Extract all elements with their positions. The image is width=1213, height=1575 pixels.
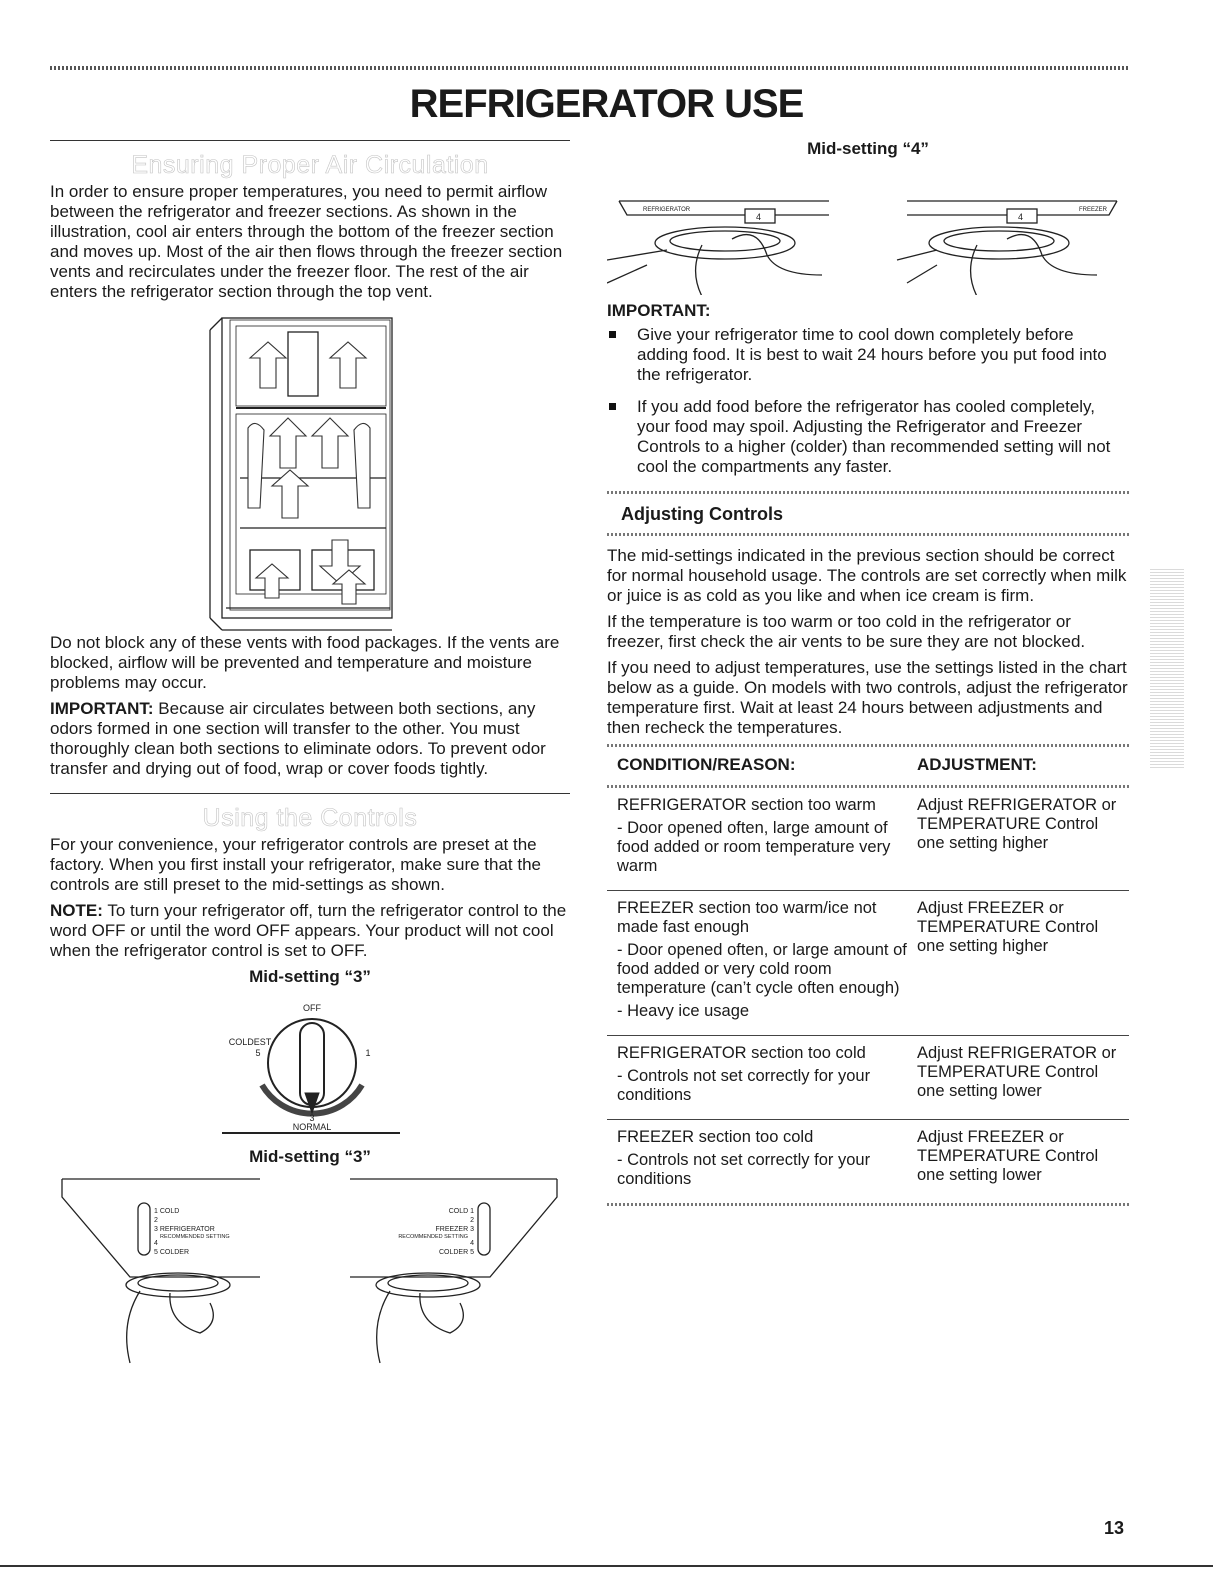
ctrl-left-value: 4 xyxy=(756,212,762,222)
dotted-rule xyxy=(607,533,1129,536)
note-text xyxy=(50,901,570,961)
dial-label-off: OFF xyxy=(303,1003,321,1013)
row-adjustment: Adjust FREEZER or TEMPERATURE Control one setting lower xyxy=(917,1128,1099,1184)
dial-label-3: 3 xyxy=(309,1113,315,1123)
row-issue: FREEZER section too cold xyxy=(617,1128,814,1146)
list-item: Give your refrigerator time to cool down completely before adding food. It is best to wait 24 hours before you put food into the refrigerator. xyxy=(607,325,1129,385)
slider-left-label-3: 3 REFRIGERATOR xyxy=(154,1226,215,1233)
row-issue: FREEZER section too warm/ice not made fast enough xyxy=(617,899,877,936)
adjusting-controls-heading: Adjusting Controls xyxy=(621,504,783,524)
note-body: To turn your refrigerator off, turn the refrigerator control to the word OFF or until the word OFF appears. Your product will not cool when the refrigerator control is set to OFF. xyxy=(50,901,567,960)
slider-left-label-recommended: RECOMMENDED SETTING xyxy=(160,1234,230,1240)
bottom-rule xyxy=(0,1565,1213,1567)
section-rule xyxy=(50,140,570,141)
slider-right-label-2: 2 xyxy=(470,1217,474,1224)
important-heading: IMPORTANT: xyxy=(607,301,711,320)
important-odors-text xyxy=(50,699,570,779)
row-issue: REFRIGERATOR section too warm xyxy=(617,796,876,814)
slider-controls-illustration xyxy=(50,1173,570,1373)
page-title: REFRIGERATOR USE xyxy=(409,82,804,126)
top-dotted-rule xyxy=(50,66,1128,70)
air-circulation-illustration xyxy=(50,308,570,633)
list-item: If you add food before the refrigerator has cooled completely, your food may spoil. Adjusting the Refrigerator and Freezer Controls to a higher (colder) than recommended setting will not cool the compartments any faster. xyxy=(607,397,1129,477)
slider-right-label-3: FREEZER 3 xyxy=(435,1226,474,1233)
slider-left-label-2: 2 xyxy=(154,1217,158,1224)
caption-dial-mid-setting: Mid-setting “3” xyxy=(249,967,371,986)
dotted-rule xyxy=(607,491,1129,494)
row-cause: - Controls not set correctly for your conditions xyxy=(617,1067,871,1104)
table-col-condition: CONDITION/REASON: xyxy=(617,755,796,774)
section-rule xyxy=(50,793,570,794)
caption-slider-mid-setting: Mid-setting “3” xyxy=(249,1147,371,1166)
row-cause-2: - Heavy ice usage xyxy=(617,1002,750,1020)
adjusting-p1: The mid-settings indicated in the previous section should be correct for normal household usage. The controls are set correctly when milk or juice is as cold as you like and when ice cream is firm. xyxy=(607,546,1127,605)
ctrl-right-label: FREEZER xyxy=(1078,207,1107,213)
note-label: NOTE: xyxy=(50,901,103,920)
dial-label-normal: NORMAL xyxy=(292,1122,332,1132)
section-heading-using-controls: Using the Controls xyxy=(202,804,418,832)
table-row xyxy=(607,1036,1129,1120)
air-circulation-intro: In order to ensure proper temperatures, you need to permit airflow between the refrigerator and freezer sections. As shown in the illustration, cool air enters through the bottom of the freezer section and moves up. Most of the air then flows through the freezer section vents and recirculates under the freezer floor. The rest of the air enters the refrigerator section through the top vent. xyxy=(50,182,563,301)
row-adjustment: Adjust REFRIGERATOR or TEMPERATURE Control one setting higher xyxy=(917,796,1117,852)
dial-control-illustration xyxy=(50,993,570,1135)
row-cause: - Door opened often, or large amount of food added or very cold room temperature (can’t cycle often enough) xyxy=(617,941,907,997)
table-row xyxy=(607,1120,1129,1203)
dial-label-coldest: COLDEST xyxy=(228,1037,272,1047)
adjusting-p2: If the temperature is too warm or too cold in the refrigerator or freezer, first check the air vents to be sure they are not blocked. xyxy=(607,612,1086,651)
adjusting-p3: If you need to adjust temperatures, use the settings listed in the chart below as a guide. On models with two controls, adjust the refrigerator temperature first. Wait at least 24 hours between adjustments and then recheck the temperatures. xyxy=(607,658,1128,737)
ctrl-left-label: REFRIGERATOR xyxy=(643,207,691,213)
slider-left-label-1: 1 COLD xyxy=(154,1208,180,1215)
block-vents-text: Do not block any of these vents with food packages. If the vents are blocked, airflow will be prevented and temperature and moisture problems may occur. xyxy=(50,633,560,692)
slider-right-label-recommended: RECOMMENDED SETTING xyxy=(398,1234,468,1240)
dial-label-1: 1 xyxy=(365,1048,371,1058)
table-row xyxy=(607,788,1129,891)
dotted-rule xyxy=(607,1203,1129,1206)
top-controls-illustration xyxy=(607,165,1129,295)
page-number: 13 xyxy=(1104,1518,1125,1538)
important-odors-body: Because air circulates between both sections, any odors formed in one section will transfer to the other. You must thoroughly clean both sections to eliminate odors. To prevent odor transfer and drying out of food, wrap or cover foods tightly. xyxy=(50,699,546,778)
slider-right-label-4: 4 xyxy=(470,1240,474,1247)
important-label: IMPORTANT: xyxy=(50,699,154,718)
using-controls-intro: For your convenience, your refrigerator controls are preset at the factory. When you first install your refrigerator, make sure that the controls are still preset to the mid-settings as shown. xyxy=(50,835,541,894)
caption-top-mid-setting: Mid-setting “4” xyxy=(807,139,929,158)
table-row xyxy=(607,891,1129,1036)
margin-section-tab xyxy=(1150,568,1184,768)
right-column xyxy=(607,135,1129,1206)
row-cause: - Door opened often, large amount of food added or room temperature very warm xyxy=(617,819,891,875)
row-issue: REFRIGERATOR section too cold xyxy=(617,1044,866,1062)
left-column xyxy=(50,140,570,1373)
row-cause: - Controls not set correctly for your conditions xyxy=(617,1151,871,1188)
ctrl-right-value: 4 xyxy=(1018,212,1024,222)
slider-left-label-4: 4 xyxy=(154,1240,158,1247)
table-col-adjustment: ADJUSTMENT: xyxy=(917,755,1037,774)
row-adjustment: Adjust REFRIGERATOR or TEMPERATURE Control one setting lower xyxy=(917,1044,1117,1100)
adjustment-table xyxy=(607,788,1129,1203)
section-heading-air-circulation: Ensuring Proper Air Circulation xyxy=(131,151,489,179)
slider-right-label-1: COLD 1 xyxy=(448,1208,474,1215)
important-bullets xyxy=(607,325,1129,477)
row-adjustment: Adjust FREEZER or TEMPERATURE Control one setting higher xyxy=(917,899,1099,955)
dial-label-5: 5 xyxy=(255,1048,261,1058)
adjustment-table-header xyxy=(607,747,1129,785)
slider-right-label-5: COLDER 5 xyxy=(438,1249,474,1256)
slider-left-label-5: 5 COLDER xyxy=(154,1249,190,1256)
